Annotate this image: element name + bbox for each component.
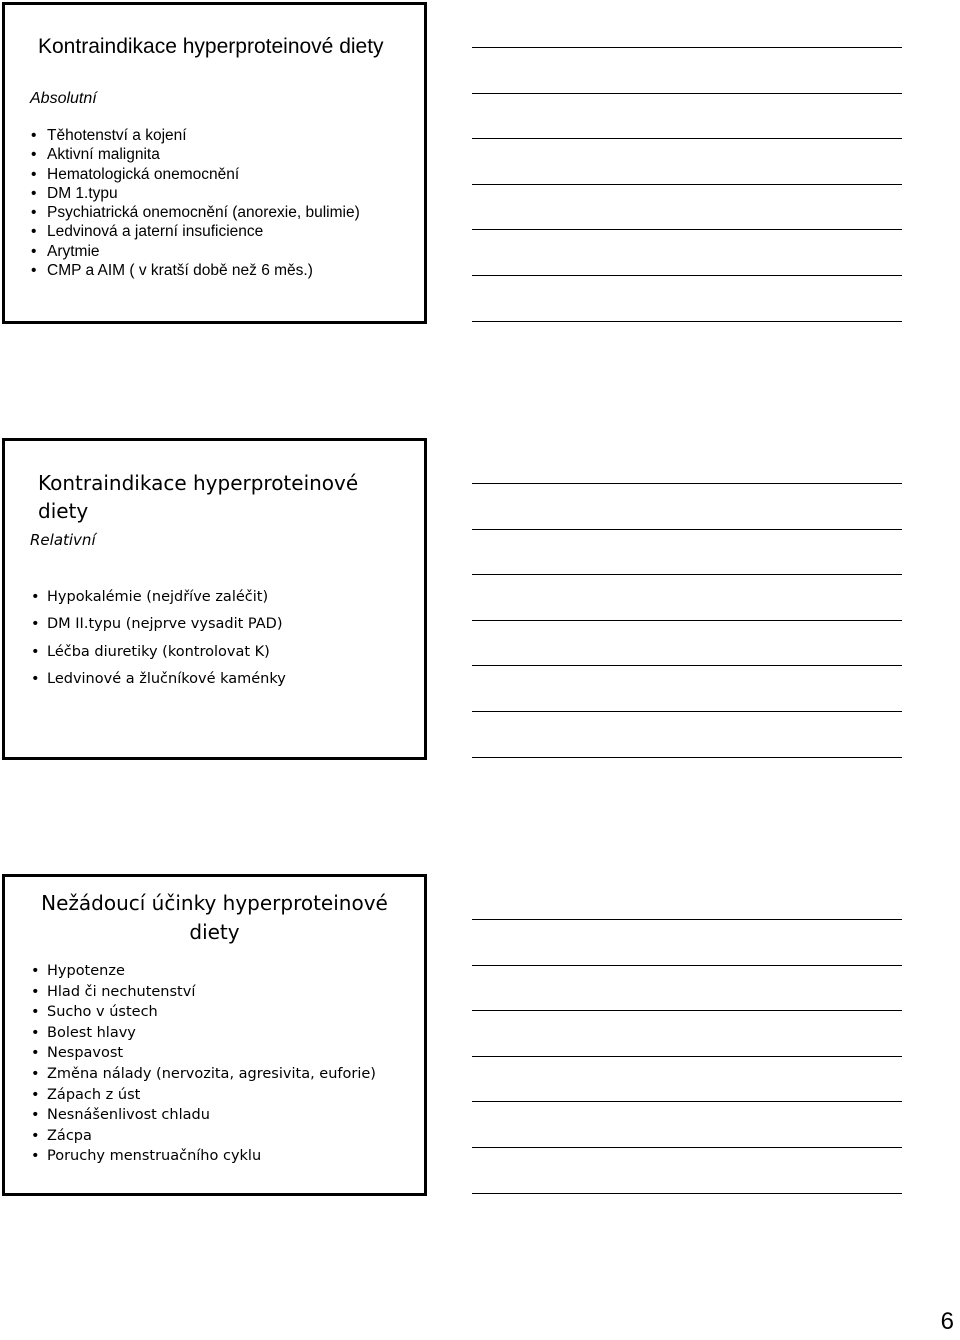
note-line bbox=[472, 757, 902, 758]
list-item bbox=[29, 203, 360, 222]
slide-title: Kontraindikace hyperproteinové diety bbox=[38, 471, 359, 523]
bullet-dot: • bbox=[31, 146, 37, 164]
note-line bbox=[472, 965, 902, 966]
list-item-text: Hematologická onemocnění bbox=[47, 165, 240, 183]
list-item bbox=[29, 666, 286, 693]
list-item-text: Sucho v ústech bbox=[47, 1004, 158, 1021]
list-item bbox=[29, 1146, 376, 1167]
bullet-dot: • bbox=[31, 1107, 40, 1124]
note-line bbox=[472, 184, 902, 185]
list-item bbox=[29, 1043, 376, 1064]
list-item-text: DM 1.typu bbox=[47, 184, 118, 202]
list-item bbox=[29, 611, 286, 638]
list-item-text: Změna nálady (nervozita, agresivita, euforie) bbox=[47, 1065, 376, 1082]
slide-title: Kontraindikace hyperproteinové diety bbox=[38, 35, 384, 58]
list-item bbox=[29, 1064, 376, 1085]
list-item bbox=[29, 126, 360, 145]
list-item-text: DM II.typu (nejprve vysadit PAD) bbox=[47, 616, 283, 633]
bullet-list bbox=[29, 961, 376, 1167]
bullet-dot: • bbox=[31, 1065, 40, 1082]
bullet-dot: • bbox=[31, 165, 37, 183]
bullet-dot: • bbox=[31, 242, 37, 260]
bullet-dot: • bbox=[31, 223, 37, 241]
list-item bbox=[29, 584, 286, 611]
list-item-text: Hlad či nechutenství bbox=[47, 983, 196, 1000]
note-line bbox=[472, 1193, 902, 1194]
bullet-dot: • bbox=[31, 616, 40, 633]
list-item-text: Poruchy menstruačního cyklu bbox=[47, 1148, 262, 1165]
bullet-dot: • bbox=[31, 983, 40, 1000]
note-line bbox=[472, 1056, 902, 1057]
list-item bbox=[29, 1002, 376, 1023]
bullet-dot: • bbox=[31, 589, 40, 605]
list-item-text: Ledvinové a žlučníkové kaménky bbox=[47, 670, 286, 687]
list-item bbox=[29, 1085, 376, 1106]
list-item-text: Ledvinová a jaterní insuficience bbox=[47, 223, 264, 241]
note-line bbox=[472, 47, 902, 48]
list-item-text: Zácpa bbox=[47, 1127, 92, 1144]
list-item-text: Aktivní malignita bbox=[47, 146, 160, 164]
list-item bbox=[29, 145, 360, 164]
list-item bbox=[29, 165, 360, 184]
note-line bbox=[472, 574, 902, 575]
list-item-text: Hypotenze bbox=[47, 963, 125, 979]
list-item bbox=[29, 1023, 376, 1044]
note-line bbox=[472, 93, 902, 94]
slide-subtitle: Relativní bbox=[30, 531, 96, 549]
note-line bbox=[472, 1147, 902, 1148]
slide-3 bbox=[2, 874, 427, 1196]
list-item-text: Psychiatrická onemocnění (anorexie, bulimie) bbox=[47, 204, 360, 222]
list-item bbox=[29, 1105, 376, 1126]
list-item-text: Nesnášenlivost chladu bbox=[47, 1107, 210, 1124]
bullet-dot: • bbox=[31, 1045, 40, 1062]
list-item-text: Bolest hlavy bbox=[47, 1024, 136, 1041]
list-item-text: Arytmie bbox=[47, 242, 100, 260]
list-item bbox=[29, 242, 360, 261]
slide-subtitle: Absolutní bbox=[30, 90, 97, 107]
list-item bbox=[29, 261, 360, 280]
note-line bbox=[472, 321, 902, 322]
list-item bbox=[29, 1126, 376, 1147]
bullet-dot: • bbox=[31, 1127, 40, 1144]
slide-2 bbox=[2, 438, 427, 760]
list-item-text: Nespavost bbox=[47, 1045, 124, 1062]
list-item bbox=[29, 184, 360, 203]
note-line bbox=[472, 620, 902, 621]
bullet-dot: • bbox=[31, 643, 40, 660]
list-item bbox=[29, 639, 286, 666]
bullet-list bbox=[29, 584, 286, 693]
bullet-list bbox=[29, 126, 360, 280]
list-item bbox=[29, 961, 376, 982]
note-line bbox=[472, 711, 902, 712]
bullet-dot: • bbox=[31, 670, 40, 687]
note-line bbox=[472, 919, 902, 920]
slide-1 bbox=[2, 2, 427, 324]
list-item-text: CMP a AIM ( v kratší době než 6 měs.) bbox=[47, 262, 313, 280]
bullet-dot: • bbox=[31, 1148, 40, 1165]
note-line bbox=[472, 275, 902, 276]
note-line bbox=[472, 529, 902, 530]
note-line bbox=[472, 1101, 902, 1102]
note-line bbox=[472, 1010, 902, 1011]
list-item bbox=[29, 222, 360, 241]
list-item-text: Zápach z úst bbox=[47, 1086, 141, 1103]
bullet-dot: • bbox=[31, 262, 37, 280]
bullet-dot: • bbox=[31, 963, 40, 979]
bullet-dot: • bbox=[31, 1086, 40, 1103]
bullet-dot: • bbox=[31, 127, 37, 144]
note-line bbox=[472, 483, 902, 484]
bullet-dot: • bbox=[31, 184, 37, 202]
note-line bbox=[472, 665, 902, 666]
list-item-text: Těhotenství a kojení bbox=[47, 127, 187, 144]
list-item-text: Léčba diuretiky (kontrolovat K) bbox=[47, 643, 270, 660]
note-line bbox=[472, 138, 902, 139]
page-number: 6 bbox=[940, 1308, 954, 1335]
slide-title: Nežádoucí účinky hyperproteinové diety bbox=[41, 891, 388, 944]
list-item-text: Hypokalémie (nejdříve zaléčit) bbox=[47, 589, 269, 605]
bullet-dot: • bbox=[31, 1004, 40, 1021]
note-line bbox=[472, 229, 902, 230]
bullet-dot: • bbox=[31, 204, 37, 222]
list-item bbox=[29, 982, 376, 1003]
bullet-dot: • bbox=[31, 1024, 40, 1041]
